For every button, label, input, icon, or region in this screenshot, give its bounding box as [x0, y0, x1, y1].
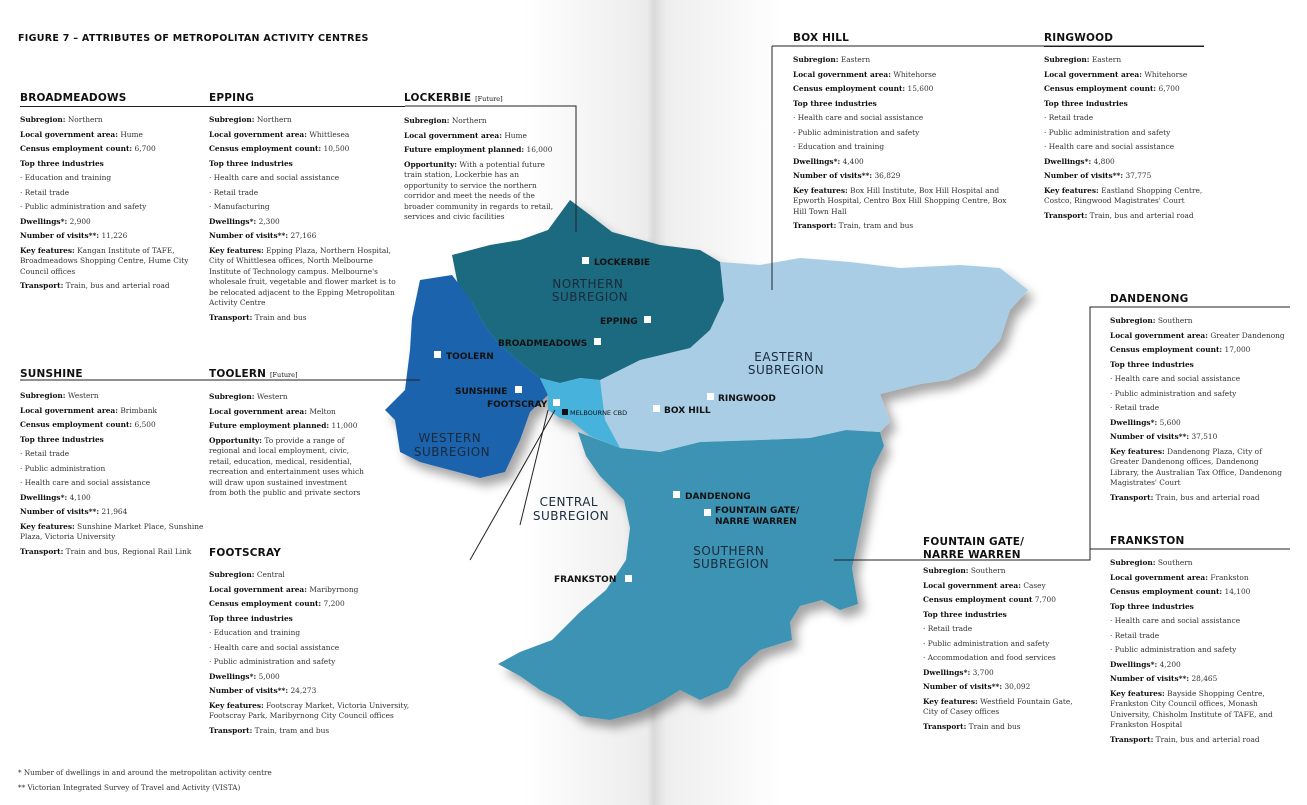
- boxhill-heading: BOX HILL: [793, 32, 849, 44]
- toolern-heading: TOOLERN [Future]: [209, 368, 298, 380]
- dandenong-heading: DANDENONG: [1110, 293, 1189, 305]
- fountaingate-block: FOUNTAIN GATE/ NARRE WARREN Subregion: Southern Local government area: Casey Census employment count 7,700 Top three industries · Retail trade · Public administration and safety · Accommodation and food services Dwellings*: 3,700 Number of visits**: 30,092 Key features: Westfield Fountain Gate, City of Casey offices Transport: Train and bus: [923, 536, 1083, 734]
- ringwood-marker: [707, 393, 714, 400]
- dandenong-block: DANDENONG Subregion: Southern Local government area: Greater Dandenong Census employment count: 17,000 Top three industries · Health care and social assistance · Public administration and safety · Retail trade Dwellings*: 5,600 Number of visits**: 37,510 Key features: Dandenong Plaza, City of Greater Dandenong offices, Dandenong Library, the Australian Tax Office, Dandenong Magistrates' Court Transport: Train, bus and arterial road: [1110, 293, 1290, 505]
- central-subregion-label: CENTRAL SUBREGION: [532, 495, 610, 523]
- lockerbie-heading: LOCKERBIE [Future]: [404, 92, 503, 104]
- lockerbie-block: LOCKERBIE [Future] Subregion: Northern Local government area: Hume Future employment planned: 16,000 Opportunity: With a potential future train station, Lockerbie has an opportunity to service the northern corridor and meet the needs of the broader community in regards to retail, services and civic facilities: [404, 92, 562, 225]
- sunshine-block: SUNSHINE Subregion: Western Local government area: Brimbank Census employment count: 6,500 Top three industries · Retail trade · Public administration · Health care and social assistance Dwellings*: 4,100 Number of visits**: 21,964 Key features: Sunshine Market Place, Sunshine Plaza, Victoria University Transport: Train and bus, Regional Rail Link: [20, 368, 205, 559]
- toolern-map-label: TOOLERN: [446, 352, 494, 362]
- epping-block: EPPING Subregion: Northern Local government area: Whittlesea Census employment count: 10,500 Top three industries · Health care and social assistance · Retail trade · Manufacturing Dwellings*: 2,300 Number of visits**: 27,166 Key features: Epping Plaza, Northern Hospital, City of Whittlesea offices, North Melbourne Institute of Technology campus. Melbourne's wholesale fruit, vegetable and flower market is to be relocated adjacent to the Epping Metropolitan Activity Centre Transport: Train and bus: [209, 92, 397, 325]
- fountaingate-map-label-1: FOUNTAIN GATE/: [715, 506, 800, 516]
- frankston-map-label: FRANKSTON: [554, 575, 617, 585]
- figure-title: FIGURE 7 – ATTRIBUTES OF METROPOLITAN ACTIVITY CENTRES: [18, 33, 369, 44]
- western-subregion-label: WESTERN SUBREGION: [413, 431, 491, 459]
- footscray-map-label: FOOTSCRAY: [487, 400, 548, 410]
- sunshine-heading: SUNSHINE: [20, 368, 83, 380]
- fountaingate-map-label-2: NARRE WARREN: [715, 517, 797, 527]
- fountaingate-marker: [704, 509, 711, 516]
- broadmeadows-map-label: BROADMEADOWS: [498, 339, 588, 349]
- toolern-block: TOOLERN [Future] Subregion: Western Local government area: Melton Future employment planned: 11,000 Opportunity: To provide a range of regional and local employment, civic, retail, education, medical, residential, recreation and entertainment uses which will draw upon sustained investment from both the public and private sectors: [209, 368, 367, 501]
- epping-map-label: EPPING: [600, 317, 638, 327]
- epping-marker: [644, 316, 651, 323]
- cbd-marker: [562, 409, 568, 415]
- broadmeadows-marker: [594, 338, 601, 345]
- footscray-marker: [553, 399, 560, 406]
- cbd-map-label: MELBOURNE CBD: [570, 409, 628, 417]
- ringwood-heading-rule: [1044, 46, 1204, 47]
- broadmeadows-heading: BROADMEADOWS: [20, 92, 127, 104]
- frankston-heading: FRANKSTON: [1110, 535, 1185, 547]
- lockerbie-map-label: LOCKERBIE: [594, 258, 651, 268]
- broadmeadows-block: BROADMEADOWS Subregion: Northern Local government area: Hume Census employment count: 6,700 Top three industries · Education and training · Retail trade · Public administration and safety Dwellings*: 2,900 Number of visits**: 11,226 Key features: Kangan Institute of TAFE, Broadmeadows Shopping Centre, Hume City Council offices Transport: Train, bus and arterial road: [20, 92, 200, 294]
- dandenong-map-label: DANDENONG: [685, 492, 751, 502]
- boxhill-block: BOX HILL Subregion: Eastern Local government area: Whitehorse Census employment count: 15,600 Top three industries · Health care and social assistance · Public administration and safety · Education and training Dwellings*: 4,400 Number of visits**: 36,829 Key features: Box Hill Institute, Box Hill Hospital and Epworth Hospital, Centro Box Hill Shopping Centre, Box Hill Town Hall Transport: Train, tram and bus: [793, 32, 1008, 234]
- frankston-block: FRANKSTON Subregion: Southern Local government area: Frankston Census employment count: 14,100 Top three industries · Health care and social assistance · Retail trade · Public administration and safety Dwellings*: 4,200 Number of visits**: 28,465 Key features: Bayside Shopping Centre, Frankston City Council offices, Monash University, Chisholm Institute of TAFE, and Frankston Hospital Transport: Train, bus and arterial road: [1110, 535, 1290, 747]
- dandenong-marker: [673, 491, 680, 498]
- fountaingate-heading: FOUNTAIN GATE/ NARRE WARREN: [923, 536, 1025, 561]
- frankston-marker: [625, 575, 632, 582]
- footscray-block: FOOTSCRAY Subregion: Central Local government area: Maribyrnong Census employment count: 7,200 Top three industries · Education and training · Health care and social assistance · Public administration and safety Dwellings*: 5,000 Number of visits**: 24,273 Key features: Footscray Market, Victoria University, Footscray Park, Maribyrnong City Council offices Transport: Train, tram and bus: [209, 547, 419, 738]
- north-heading-rule: [20, 106, 405, 107]
- ringwood-map-label: RINGWOOD: [718, 394, 776, 404]
- southern-subregion-label: SOUTHERN SUBREGION: [692, 544, 770, 571]
- footscray-heading: FOOTSCRAY: [209, 547, 282, 559]
- lockerbie-marker: [582, 257, 589, 264]
- sunshine-map-label: SUNSHINE: [455, 387, 508, 397]
- footnote-dwellings: * Number of dwellings in and around the metropolitan activity centre: [18, 768, 272, 777]
- epping-heading: EPPING: [209, 92, 255, 104]
- northern-subregion-label: NORTHERN SUBREGION: [551, 277, 629, 304]
- sunshine-marker: [515, 386, 522, 393]
- eastern-subregion-label: EASTERN SUBREGION: [747, 350, 825, 377]
- footnote-vista: ** Victorian Integrated Survey of Travel and Activity (VISTA): [18, 783, 241, 792]
- ringwood-block: RINGWOOD Subregion: Eastern Local government area: Whitehorse Census employment count: 6,700 Top three industries · Retail trade · Public administration and safety · Health care and social assistance Dwellings*: 4,800 Number of visits**: 37,775 Key features: Eastland Shopping Centre, Costco, Ringwood Magistrates' Court Transport: Train, bus and arterial road: [1044, 32, 1204, 223]
- boxhill-marker: [653, 405, 660, 412]
- toolern-marker: [434, 351, 441, 358]
- ringwood-heading: RINGWOOD: [1044, 32, 1114, 44]
- boxhill-map-label: BOX HILL: [664, 406, 711, 416]
